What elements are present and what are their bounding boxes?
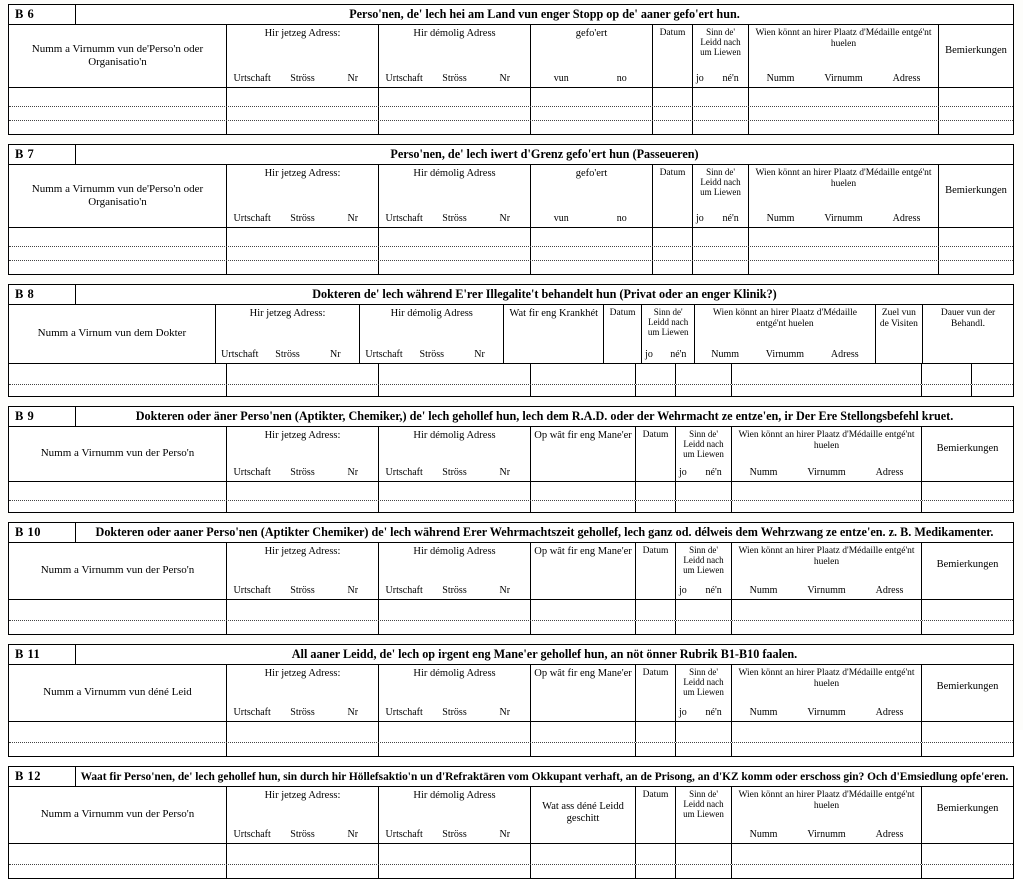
col-address-former-label: Hir démolig Adress	[413, 28, 496, 39]
table-row[interactable]	[9, 88, 1013, 107]
col-datum	[653, 25, 693, 87]
col-wien-virnumm: Virnumm	[765, 349, 805, 360]
table-row[interactable]	[9, 621, 1013, 634]
col-sinn-yes: jo	[679, 585, 687, 596]
col-manner	[531, 427, 636, 481]
block-b11-title-row	[9, 645, 1013, 665]
col-medal-representative	[732, 787, 922, 843]
block-b6-title-row	[9, 5, 1013, 25]
block-b9-header	[9, 427, 1013, 482]
col-nr: Nr	[347, 707, 359, 718]
col-stroess: Ströss	[290, 585, 315, 596]
col-sinn-yes: jo	[645, 349, 653, 360]
col-remarks	[922, 787, 1013, 843]
col-wien-adress: Adress	[875, 467, 904, 478]
block-b10-header	[9, 543, 1013, 600]
block-b7-rows	[9, 228, 1013, 274]
col-address-current	[216, 305, 360, 363]
col-remarks	[922, 427, 1013, 481]
col-medal-representative-label: Wien könnt an hirer Plaatz d'Médaille entgé'nt huelen	[738, 546, 915, 567]
col-gefoert-from: vun	[553, 213, 569, 224]
col-urtschaft: Urtschaft	[221, 349, 259, 360]
col-remarks-label: Bemierkungen	[936, 559, 999, 570]
block-b12	[8, 766, 1014, 879]
col-datum-label: Datum	[659, 168, 686, 178]
col-illness-label: Wat fir eng Krankhét	[509, 308, 599, 319]
col-address-current-label: Hir jetzeg Adress:	[264, 546, 341, 557]
col-manner	[531, 665, 636, 721]
col-sinn-alive	[676, 427, 732, 481]
col-stroess: Ströss	[290, 707, 315, 718]
col-stroess: Ströss	[442, 73, 467, 84]
col-treatment-duration	[923, 305, 1013, 363]
block-b11-rows	[9, 722, 1013, 756]
col-datum-label: Datum	[642, 668, 669, 678]
col-gefoert	[531, 25, 653, 87]
col-wien-numm: Numm	[749, 707, 778, 718]
col-medal-representative	[732, 543, 922, 599]
col-urtschaft: Urtschaft	[233, 73, 271, 84]
col-sinn-alive	[676, 787, 732, 843]
col-sinn-no: né'n	[722, 73, 739, 84]
col-address-current	[227, 665, 379, 721]
col-sinn-alive	[693, 25, 749, 87]
block-b8-rows	[9, 364, 1013, 396]
col-person-name	[9, 427, 227, 481]
block-b12-title-row	[9, 767, 1013, 787]
col-address-current-label: Hir jetzeg Adress:	[264, 790, 341, 801]
col-name-org-label: Numm a Virnumm vun de'Perso'n oder Organisatio'n	[31, 182, 204, 208]
col-wien-virnumm: Virnumm	[807, 585, 846, 596]
col-sinn-alive	[642, 305, 695, 363]
col-sinn-yes: jo	[696, 73, 704, 84]
col-sinn-label: Sinn de' Leidd nach um Liewen	[683, 545, 724, 575]
col-urtschaft: Urtschaft	[385, 467, 423, 478]
col-nr: Nr	[347, 213, 359, 224]
col-nr: Nr	[347, 73, 359, 84]
col-sinn-alive	[676, 665, 732, 721]
col-datum-label: Datum	[642, 430, 669, 440]
col-gefoert-label: gefo'ert	[575, 28, 608, 39]
col-wien-adress: Adress	[892, 73, 921, 84]
col-urtschaft: Urtschaft	[233, 213, 271, 224]
col-stroess: Ströss	[442, 829, 467, 840]
col-what-happened	[531, 787, 636, 843]
col-person-name	[9, 665, 227, 721]
col-person-name-label: Numm a Virnumm vun der Perso'n	[40, 564, 195, 577]
col-medal-representative	[695, 305, 875, 363]
col-urtschaft: Urtschaft	[385, 213, 423, 224]
col-datum	[604, 305, 642, 363]
col-remarks-label: Bemierkungen	[945, 185, 1007, 196]
col-wien-virnumm: Virnumm	[807, 467, 846, 478]
col-urtschaft: Urtschaft	[233, 707, 271, 718]
block-b8	[8, 284, 1014, 397]
col-manner-label: Op wât fir eng Mane'er	[534, 546, 632, 557]
col-medal-representative-label: Wien könnt an hirer Plaatz d'Médaille entgé'nt huelen	[738, 430, 915, 451]
block-b12-rows	[9, 844, 1013, 878]
col-person-name	[9, 543, 227, 599]
col-address-former	[379, 427, 531, 481]
col-wien-adress: Adress	[830, 349, 859, 360]
col-address-current	[227, 543, 379, 599]
col-stroess: Ströss	[290, 467, 315, 478]
col-wien-numm: Numm	[711, 349, 740, 360]
col-address-former-label: Hir démolig Adress	[413, 668, 496, 679]
block-b10-code: B 10	[9, 523, 76, 542]
col-sinn-no: né'n	[705, 707, 722, 718]
col-address-current	[227, 25, 379, 87]
table-row[interactable]	[9, 364, 1013, 385]
block-b10-title-row	[9, 523, 1013, 543]
col-address-former	[379, 25, 531, 87]
col-sinn-yes: jo	[679, 707, 687, 718]
block-b6-title: Perso'nen, de' lech hei am Land vun enger Stopp op de' aaner gefo'ert hun.	[349, 7, 740, 21]
col-urtschaft: Urtschaft	[385, 585, 423, 596]
table-row[interactable]	[9, 247, 1013, 261]
col-remarks	[922, 543, 1013, 599]
col-address-former-label: Hir démolig Adress	[390, 308, 473, 319]
table-row[interactable]	[9, 261, 1013, 274]
table-row[interactable]	[9, 107, 1013, 121]
block-b7-header	[9, 165, 1013, 228]
col-wien-virnumm: Virnumm	[824, 213, 863, 224]
col-person-name-label: Numm a Virnumm vun der Perso'n	[40, 808, 195, 821]
col-illness	[504, 305, 604, 363]
form-sheet	[8, 4, 1014, 888]
col-medal-representative-label: Wien könnt an hirer Plaatz d'Médaille entgé'nt huelen	[755, 28, 932, 49]
col-person-name-label: Numm a Virnumm vun déné Leid	[43, 686, 192, 699]
block-b10-rows	[9, 600, 1013, 634]
col-address-former-label: Hir démolig Adress	[413, 790, 496, 801]
col-treatment-duration-label: Dauer vun der Behandl.	[940, 308, 996, 329]
col-address-former	[379, 543, 531, 599]
col-datum	[636, 543, 676, 599]
col-wien-adress: Adress	[875, 707, 904, 718]
col-address-former-label: Hir démolig Adress	[413, 430, 496, 441]
table-row[interactable]	[9, 844, 1013, 865]
col-stroess: Ströss	[442, 707, 467, 718]
col-urtschaft: Urtschaft	[385, 73, 423, 84]
col-gefoert-label: gefo'ert	[575, 168, 608, 179]
col-doctor-name-label: Numm a Virnum vun dem Dokter	[37, 327, 187, 340]
col-remarks-label: Bemierkungen	[936, 443, 999, 454]
col-gefoert-to: no	[616, 213, 627, 224]
block-b9-title: Dokteren oder äner Perso'nen (Aptikter, Chemiker,) de' lech gehollef hun, lech dem R.A.D. oder der Wehrmacht ze entze'en, ir Der Ere Stellongsbefehl kruet.	[135, 409, 954, 423]
col-manner-label: Op wât fir eng Mane'er	[534, 668, 632, 679]
col-datum	[636, 787, 676, 843]
col-name-org	[9, 25, 227, 87]
col-wien-adress: Adress	[892, 213, 921, 224]
col-address-current-label: Hir jetzeg Adress:	[264, 668, 341, 679]
col-sinn-label: Sinn de' Leidd nach um Liewen	[647, 307, 689, 337]
block-b8-title-row	[9, 285, 1013, 305]
block-b12-code: B 12	[9, 767, 76, 786]
col-address-current-label: Hir jetzeg Adress:	[264, 28, 341, 39]
table-row[interactable]	[9, 385, 1013, 396]
block-b12-header	[9, 787, 1013, 844]
col-datum	[636, 427, 676, 481]
col-nr: Nr	[347, 467, 359, 478]
block-b8-code: B 8	[9, 285, 76, 304]
col-sinn-label: Sinn de' Leidd nach um Liewen	[683, 789, 724, 819]
col-nr: Nr	[499, 213, 511, 224]
col-wien-numm: Numm	[749, 467, 778, 478]
col-sinn-label: Sinn de' Leidd nach um Liewen	[700, 27, 741, 57]
col-address-former	[360, 305, 504, 363]
block-b8-header	[9, 305, 1013, 364]
block-b9	[8, 406, 1014, 513]
col-remarks	[922, 665, 1013, 721]
col-sinn-no: né'n	[705, 585, 722, 596]
block-b9-rows	[9, 482, 1013, 512]
col-medal-representative	[732, 665, 922, 721]
block-b11	[8, 644, 1014, 757]
col-sinn-alive	[676, 543, 732, 599]
col-nr: Nr	[347, 829, 359, 840]
block-b10	[8, 522, 1014, 635]
col-urtschaft: Urtschaft	[385, 829, 423, 840]
col-name-org	[9, 165, 227, 227]
col-visit-count-label: Zuel vun de Visiten	[879, 308, 918, 329]
col-manner-label: Op wât fir eng Mane'er	[534, 430, 632, 441]
col-what-happened-label: Wat ass déné Leidd geschitt	[542, 801, 624, 825]
col-wien-adress: Adress	[875, 585, 904, 596]
col-stroess: Ströss	[290, 213, 315, 224]
block-b11-code: B 11	[9, 645, 76, 664]
col-doctor-name	[9, 305, 216, 363]
block-b9-code: B 9	[9, 407, 76, 426]
col-address-current	[227, 165, 379, 227]
col-visit-count	[876, 305, 923, 363]
table-row[interactable]	[9, 865, 1013, 878]
col-stroess: Ströss	[290, 73, 315, 84]
col-wien-numm: Numm	[766, 73, 795, 84]
block-b6-rows	[9, 88, 1013, 134]
col-sinn-alive	[693, 165, 749, 227]
col-datum	[653, 165, 693, 227]
col-gefoert-from: vun	[553, 73, 569, 84]
col-nr: Nr	[474, 349, 485, 360]
col-address-current	[227, 787, 379, 843]
col-address-former-label: Hir démolig Adress	[413, 546, 496, 557]
table-row[interactable]	[9, 600, 1013, 621]
col-nr: Nr	[329, 349, 341, 360]
col-sinn-label: Sinn de' Leidd nach um Liewen	[683, 667, 724, 697]
table-row[interactable]	[9, 743, 1013, 756]
block-b7-title: Perso'nen, de' lech iwert d'Grenz gefo'ert hun (Passeueren)	[390, 147, 699, 161]
col-wien-numm: Numm	[766, 213, 795, 224]
table-row[interactable]	[9, 501, 1013, 512]
col-sinn-no: né'n	[670, 349, 687, 360]
col-person-name-label: Numm a Virnumm vun der Perso'n	[40, 447, 195, 460]
block-b6-code: B 6	[9, 5, 76, 24]
col-address-current-label: Hir jetzeg Adress:	[264, 168, 341, 179]
col-sinn-yes: jo	[679, 467, 687, 478]
col-medal-representative	[749, 25, 939, 87]
col-medal-representative	[749, 165, 939, 227]
table-row[interactable]	[9, 228, 1013, 247]
table-row[interactable]	[9, 121, 1013, 134]
col-remarks-label: Bemierkungen	[936, 681, 999, 692]
col-remarks-label: Bemierkungen	[945, 45, 1007, 56]
col-person-name	[9, 787, 227, 843]
table-row[interactable]	[9, 722, 1013, 743]
col-stroess: Ströss	[419, 349, 444, 360]
col-datum-label: Datum	[609, 308, 636, 318]
col-medal-representative-label: Wien könnt an hirer Plaatz d'Médaille entgé'nt huelen	[738, 668, 915, 689]
col-remarks	[939, 25, 1013, 87]
col-urtschaft: Urtschaft	[233, 467, 271, 478]
col-wien-virnumm: Virnumm	[824, 73, 863, 84]
col-remarks	[939, 165, 1013, 227]
col-wien-numm: Numm	[749, 829, 778, 840]
col-nr: Nr	[499, 585, 511, 596]
col-datum-label: Datum	[659, 28, 686, 38]
col-sinn-label: Sinn de' Leidd nach um Liewen	[700, 167, 741, 197]
col-sinn-no: né'n	[705, 467, 722, 478]
col-wien-virnumm: Virnumm	[807, 707, 846, 718]
col-name-org-label: Numm a Virnumm vun de'Perso'n oder Organisatio'n	[31, 42, 204, 68]
col-address-former-label: Hir démolig Adress	[413, 168, 496, 179]
block-b6-header	[9, 25, 1013, 88]
col-medal-representative-label: Wien könnt an hirer Plaatz d'Médaille entgé'nt huelen	[712, 308, 857, 329]
col-datum-label: Datum	[642, 790, 669, 800]
block-b12-title: Waat fir Perso'nen, de' lech gehollef hun, sin durch hir Höllefsaktio'n un d'Refraktären vom Okkupant verhaft, an de Prisong, an d'KZ komm oder erschoss gin? Och d'Emsiedlung opfe'eren.	[80, 770, 1009, 783]
block-b11-title: All aaner Leidd, de' lech op irgent eng Mane'er gehollef hun, an nöt önner Rubrik B1-B10 faalen.	[291, 647, 798, 661]
col-nr: Nr	[499, 73, 511, 84]
col-stroess: Ströss	[442, 585, 467, 596]
block-b9-title-row	[9, 407, 1013, 427]
col-nr: Nr	[347, 585, 359, 596]
col-urtschaft: Urtschaft	[233, 585, 271, 596]
block-b7	[8, 144, 1014, 275]
col-urtschaft: Urtschaft	[385, 707, 423, 718]
col-remarks-label: Bemierkungen	[936, 803, 999, 814]
col-medal-representative-label: Wien könnt an hirer Plaatz d'Médaille entgé'nt huelen	[738, 790, 915, 811]
col-address-former	[379, 165, 531, 227]
col-stroess: Ströss	[275, 349, 300, 360]
col-sinn-yes: jo	[696, 213, 704, 224]
col-address-current	[227, 427, 379, 481]
col-sinn-no: né'n	[722, 213, 739, 224]
col-wien-adress: Adress	[875, 829, 904, 840]
col-wien-virnumm: Virnumm	[807, 829, 846, 840]
col-nr: Nr	[499, 707, 511, 718]
col-stroess: Ströss	[290, 829, 315, 840]
col-gefoert	[531, 165, 653, 227]
col-stroess: Ströss	[442, 213, 467, 224]
block-b11-header	[9, 665, 1013, 722]
col-wien-numm: Numm	[749, 585, 778, 596]
col-urtschaft: Urtschaft	[233, 829, 271, 840]
block-b10-title: Dokteren oder aaner Perso'nen (Aptikter Chemiker) de' lech während Erer Wehrmachtszeit gehollef, lech ganz od. délweis dem Wehrzwang ze entze'en. z. B. Medikamenter.	[95, 525, 994, 539]
col-medal-representative	[732, 427, 922, 481]
col-address-former	[379, 787, 531, 843]
col-address-former	[379, 665, 531, 721]
col-medal-representative-label: Wien könnt an hirer Plaatz d'Médaille entgé'nt huelen	[755, 168, 932, 189]
block-b7-code: B 7	[9, 145, 76, 164]
block-b6	[8, 4, 1014, 135]
table-row[interactable]	[9, 482, 1013, 501]
col-nr: Nr	[499, 829, 511, 840]
col-sinn-label: Sinn de' Leidd nach um Liewen	[683, 429, 724, 459]
col-address-current-label: Hir jetzeg Adress:	[249, 308, 326, 319]
col-datum	[636, 665, 676, 721]
col-stroess: Ströss	[442, 467, 467, 478]
col-manner	[531, 543, 636, 599]
col-urtschaft: Urtschaft	[365, 349, 403, 360]
block-b7-title-row	[9, 145, 1013, 165]
col-gefoert-to: no	[616, 73, 627, 84]
col-datum-label: Datum	[642, 546, 669, 556]
block-b8-title: Dokteren de' lech während E'rer Illegalite't behandelt hun (Privat oder an enger Klinik?)	[312, 287, 777, 301]
col-address-current-label: Hir jetzeg Adress:	[264, 430, 341, 441]
col-nr: Nr	[499, 467, 511, 478]
